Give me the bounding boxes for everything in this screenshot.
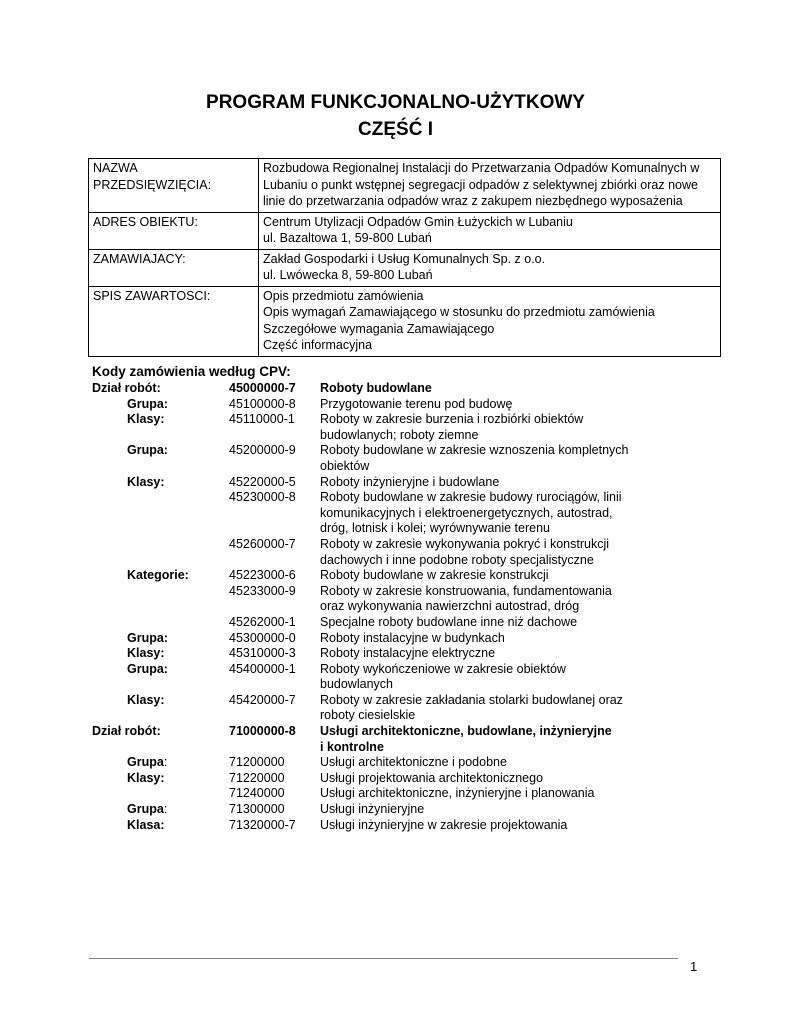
client-label: ZAMAWIAJACY: xyxy=(89,249,259,286)
contents-label: SPIS ZAWARTOSCI: xyxy=(89,286,259,356)
cpv-row xyxy=(92,568,692,584)
cpv-row-code: 45300000-0 xyxy=(229,630,296,645)
cpv-row-description: Roboty instalacyjne w budynkach xyxy=(320,630,505,645)
cpv-row-label: Grupa: xyxy=(127,443,168,458)
cpv-row-label: Klasy: xyxy=(127,692,165,707)
cpv-row xyxy=(92,615,692,631)
cpv-row-description: Roboty w zakresie burzenia i rozbiórki obiektów budowlanych; roboty ziemne xyxy=(320,412,584,442)
cpv-row-label: Kategorie: xyxy=(127,568,189,583)
cpv-row-description: Roboty budowlane w zakresie konstrukcji xyxy=(320,568,549,583)
project-name-label: NAZWA PRZEDSIĘWZIĘCIA: xyxy=(89,159,259,213)
client-value: Zakład Gospodarki i Usług Komunalnych Sp. z o.o. ul. Lwówecka 8, 59-800 Lubań xyxy=(259,249,721,286)
cpv-row-description: Usługi inżynieryjne xyxy=(320,802,425,817)
cpv-row-label xyxy=(92,584,229,615)
cpv-row xyxy=(92,818,692,834)
cpv-row xyxy=(92,662,692,693)
cpv-row-code: 71320000-7 xyxy=(229,817,296,832)
cpv-row-description: Roboty instalacyjne elektryczne xyxy=(320,646,496,661)
contents-value: Opis przedmiotu zamówienia Opis wymagań Zamawiającego w stosunku do przedmiotu zamówienia Szczegółowe wymagania Zamawiającego Część informacyjna xyxy=(259,286,721,356)
cpv-row-code: 45230000-8 xyxy=(229,490,296,505)
cpv-heading: Kody zamówienia według CPV: xyxy=(92,364,291,379)
cpv-row-label: Klasy: xyxy=(127,474,165,489)
cpv-row-code: 45223000-6 xyxy=(229,568,296,583)
cpv-row xyxy=(92,724,692,755)
cpv-row-label: Klasy: xyxy=(127,412,165,427)
cpv-row-description: Roboty w zakresie zakładania stolarki budowlanej oraz roboty ciesielskie xyxy=(320,692,623,723)
cpv-row xyxy=(92,381,692,397)
cpv-row xyxy=(92,397,692,413)
cpv-row-description: Roboty w zakresie konstruowania, fundamentowania oraz wykonywania nawierzchni autostrad, dróg xyxy=(320,583,612,614)
cpv-row-code: 45200000-9 xyxy=(229,443,296,458)
cpv-row xyxy=(92,693,692,724)
cpv-row-label xyxy=(92,615,229,631)
cpv-row-label: Grupa: xyxy=(127,802,168,817)
cpv-row-code: 45000000-7 xyxy=(229,381,296,395)
cpv-row xyxy=(92,786,692,802)
cpv-row-description: Roboty budowlane w zakresie budowy rurociągów, linii komunikacyjnych i elektroenergetycznych, autostrad, dróg, lotnisk i kolei; wyrównywanie terenu xyxy=(320,490,622,536)
cpv-row-label: Dział robót: xyxy=(92,724,161,739)
footer-divider xyxy=(89,958,678,959)
cpv-row xyxy=(92,771,692,787)
cpv-row-description: Usługi inżynieryjne w zakresie projektowania xyxy=(320,817,568,832)
cpv-row-label: Klasa: xyxy=(127,817,165,832)
cpv-row-label xyxy=(92,537,229,568)
cpv-row-description: Usługi architektoniczne, inżynieryjne i planowania xyxy=(320,786,595,801)
cpv-row xyxy=(92,631,692,647)
cpv-row-description: Roboty wykończeniowe w zakresie obiektów budowlanych xyxy=(320,661,566,692)
cpv-row xyxy=(92,537,692,568)
cpv-row xyxy=(92,443,692,474)
cpv-row-label: Grupa: xyxy=(127,755,168,770)
cpv-row xyxy=(92,646,692,662)
cpv-row-label xyxy=(92,786,229,802)
cpv-row-description: Specjalne roboty budowlane inne niż dachowe xyxy=(320,614,578,629)
document-subtitle: CZĘŚĆ I xyxy=(358,119,433,140)
cpv-code-list xyxy=(92,381,692,833)
address-row xyxy=(89,212,721,249)
cpv-row xyxy=(92,584,692,615)
cpv-row-code: 45260000-7 xyxy=(229,536,296,551)
contents-row xyxy=(89,286,721,356)
cpv-row-label: Klasy: xyxy=(127,770,165,785)
document-title: PROGRAM FUNKCJONALNO-UŻYTKOWY xyxy=(206,92,585,113)
cpv-row-description: Usługi projektowania architektonicznego xyxy=(320,770,544,785)
address-label: ADRES OBIEKTU: xyxy=(89,212,259,249)
cpv-row-description: Roboty inżynieryjne i budowlane xyxy=(320,474,500,489)
cpv-row-description: Usługi architektoniczne, budowlane, inżynieryjne i kontrolne xyxy=(320,724,612,754)
cpv-row-label: Grupa: xyxy=(127,661,168,676)
cpv-row-code: 71220000 xyxy=(229,770,285,785)
cpv-row-label: Grupa: xyxy=(127,630,168,645)
cpv-row-label: Dział robót: xyxy=(92,381,161,395)
cpv-row-label xyxy=(92,490,229,537)
cpv-row-description: Usługi architektoniczne i podobne xyxy=(320,755,507,770)
address-value: Centrum Utylizacji Odpadów Gmin Łużyckich w Lubaniu ul. Bazaltowa 1, 59-800 Lubań xyxy=(259,212,721,249)
cpv-row-description: Przygotowanie terenu pod budowę xyxy=(320,396,513,411)
cpv-row-description: Roboty budowlane w zakresie wznoszenia kompletnych obiektów xyxy=(320,443,629,473)
cpv-row-label: Grupa: xyxy=(127,396,168,411)
cpv-row-code: 45110000-1 xyxy=(229,412,295,427)
cpv-row xyxy=(92,475,692,491)
cpv-row-code: 45420000-7 xyxy=(229,692,296,707)
cpv-row-description: Roboty budowlane xyxy=(320,381,432,395)
cpv-row-code: 71300000 xyxy=(229,802,285,817)
cpv-row xyxy=(92,490,692,537)
cpv-row-label: Klasy: xyxy=(127,646,165,661)
cpv-row-code: 45262000-1 xyxy=(229,614,296,629)
cpv-row-code: 71000000-8 xyxy=(229,724,296,739)
project-info-table xyxy=(88,158,721,357)
cpv-row-code: 45310000-3 xyxy=(229,646,296,661)
cpv-row-code: 45400000-1 xyxy=(229,661,296,676)
cpv-row-description: Roboty w zakresie wykonywania pokryć i konstrukcji dachowych i inne podobne roboty specjalistyczne xyxy=(320,536,609,567)
cpv-row-code: 45220000-5 xyxy=(229,474,296,489)
client-row xyxy=(89,249,721,286)
project-name-value: Rozbudowa Regionalnej Instalacji do Przetwarzania Odpadów Komunalnych w Lubaniu o punkt wstępnej segregacji odpadów z selektywnej zbiórki oraz nowe linie do przetwarzania odpadów wraz z zakupem niezbędnego wyposażenia xyxy=(259,159,721,213)
cpv-row xyxy=(92,802,692,818)
cpv-row-code: 45100000-8 xyxy=(229,396,296,411)
cpv-row-code: 45233000-9 xyxy=(229,583,296,598)
cpv-row xyxy=(92,755,692,771)
cpv-row-code: 71200000 xyxy=(229,755,285,770)
page-number: 1 xyxy=(690,959,698,974)
cpv-row-code: 71240000 xyxy=(229,786,285,801)
cpv-row xyxy=(92,412,692,443)
project-name-row xyxy=(89,159,721,213)
